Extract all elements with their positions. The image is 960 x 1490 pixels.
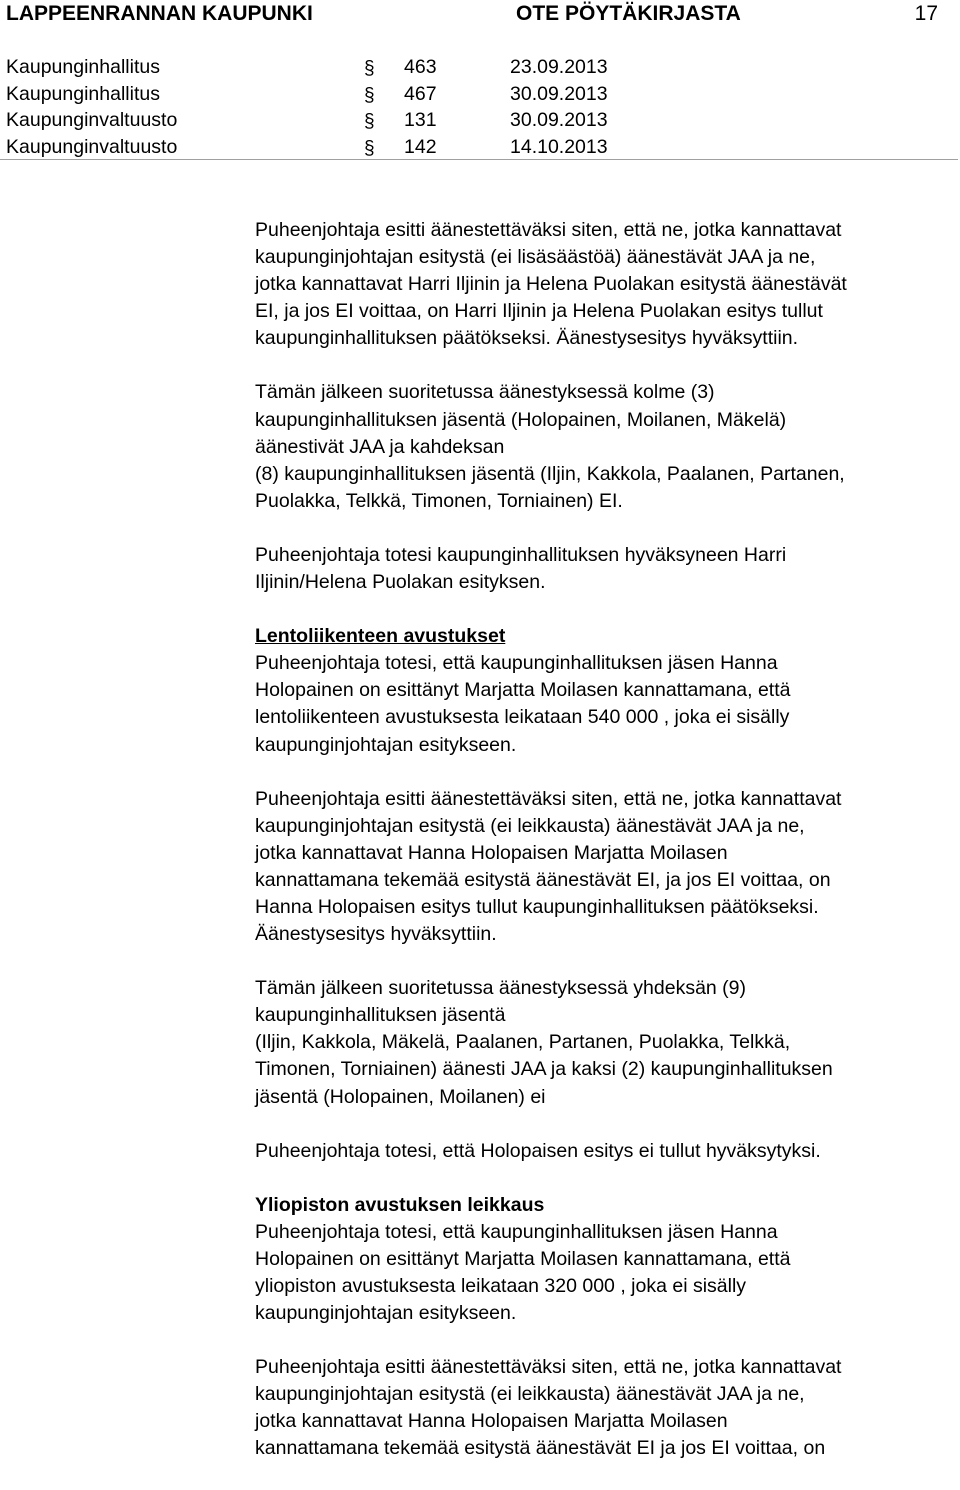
- section-number: 467: [404, 82, 437, 105]
- page-number: 17: [914, 2, 938, 25]
- section-heading: Lentoliikenteen avustukset: [255, 625, 506, 648]
- paragraph: [255, 975, 960, 1110]
- text-line: kaupunginjohtajan esitystä (ei lisäsäästöä) äänestävät JAA ja ne,: [255, 246, 816, 269]
- text-line: kannattamana tekemää esitystä äänestävät EI ja jos EI voittaa, on: [255, 1437, 826, 1460]
- text-line: kaupunginjohtajan esitystä (ei leikkausta) äänestävät JAA ja ne,: [255, 814, 805, 837]
- paragraph-with-heading: [255, 1192, 960, 1327]
- text-line: Timonen, Torniainen) äänesti JAA ja kaksi (2) kaupunginhallituksen: [255, 1058, 833, 1081]
- text-line: (Iljin, Kakkola, Mäkelä, Paalanen, Partanen, Puolakka, Telkkä,: [255, 1031, 791, 1054]
- section-heading: Yliopiston avustuksen leikkaus: [255, 1193, 545, 1216]
- text-line: Holopainen on esittänyt Marjatta Moilasen kannattamana, että: [255, 1247, 791, 1270]
- section-mark: §: [364, 111, 375, 132]
- section-mark: §: [364, 84, 375, 106]
- paragraph: [255, 1138, 960, 1165]
- reference-body: Kaupunginhallitus: [6, 56, 160, 78]
- section-mark: §: [364, 137, 375, 159]
- text-line: kaupunginjohtajan esitystä (ei leikkausta) äänestävät JAA ja ne,: [255, 1383, 805, 1406]
- paragraph: [255, 1354, 960, 1462]
- text-line: kannattamana tekemää esitystä äänestävät EI, ja jos EI voittaa, on: [255, 868, 831, 891]
- paragraph: [255, 786, 960, 949]
- text-line: Puheenjohtaja esitti äänestettäväksi siten, että ne, jotka kannattavat: [255, 1356, 842, 1379]
- text-line: Tämän jälkeen suoritetussa äänestyksessä yhdeksän (9): [255, 977, 747, 1000]
- text-line: Puheenjohtaja totesi, että Holopaisen esitys ei tullut hyväksytyksi.: [255, 1139, 821, 1162]
- reference-body: Kaupunginvaltuusto: [6, 109, 178, 131]
- text-line: Holopainen on esittänyt Marjatta Moilasen kannattamana, että: [255, 679, 791, 702]
- text-line: yliopiston avustuksesta leikataan 320 000 , joka ei sisälly: [255, 1275, 747, 1297]
- text-line: Äänestysesitys hyväksyttiin.: [255, 923, 497, 946]
- reference-body: Kaupunginvaltuusto: [6, 135, 178, 158]
- text-line: Tämän jälkeen suoritetussa äänestyksessä kolme (3): [255, 381, 715, 404]
- paragraph: [255, 217, 960, 352]
- section-mark: §: [364, 58, 375, 79]
- reference-body: Kaupunginhallitus: [6, 82, 160, 105]
- text-line: Puheenjohtaja totesi kaupunginhallituksen hyväksyneen Harri: [255, 543, 787, 566]
- paragraph: [255, 650, 960, 758]
- section-number: 142: [404, 135, 437, 158]
- meeting-references: [6, 54, 954, 160]
- text-line: Puheenjohtaja totesi, että kaupunginhallituksen jäsen Hanna: [255, 652, 778, 675]
- section-number: 131: [404, 109, 437, 131]
- reference-date: 30.09.2013: [510, 109, 608, 131]
- paragraph: [255, 1219, 960, 1327]
- text-line: lentoliikenteen avustuksesta leikataan 540 000 , joka ei sisälly: [255, 706, 790, 729]
- text-line: kaupunginjohtajan esitykseen.: [255, 733, 517, 756]
- section-number: 463: [404, 56, 437, 78]
- reference-date: 30.09.2013: [510, 82, 608, 105]
- reference-row: [6, 107, 954, 134]
- city-name: LAPPEENRANNAN KAUPUNKI: [6, 2, 313, 25]
- reference-date: 23.09.2013: [510, 56, 608, 78]
- text-line: Puheenjohtaja esitti äänestettäväksi siten, että ne, jotka kannattavat: [255, 787, 842, 810]
- paragraph: [255, 379, 960, 514]
- text-line: äänestivät JAA ja kahdeksan: [255, 435, 505, 458]
- header-divider: [0, 159, 958, 160]
- text-line: kaupunginhallituksen päätökseksi. Äänestysesitys hyväksyttiin.: [255, 327, 799, 350]
- text-line: kaupunginhallituksen jäsentä: [255, 1004, 506, 1027]
- text-line: jotka kannattavat Harri Iljinin ja Helena Puolakan esitystä äänestävät: [255, 273, 847, 296]
- paragraph-with-heading: [255, 623, 960, 758]
- reference-row: [6, 134, 954, 161]
- reference-row: [6, 54, 954, 81]
- document-type: OTE PÖYTÄKIRJASTA: [516, 2, 741, 25]
- text-line: (8) kaupunginhallituksen jäsentä (Iljin, Kakkola, Paalanen, Partanen,: [255, 462, 845, 485]
- reference-date: 14.10.2013: [510, 135, 608, 158]
- text-line: kaupunginjohtajan esitykseen.: [255, 1302, 517, 1325]
- text-line: Hanna Holopaisen esitys tullut kaupunginhallituksen päätökseksi.: [255, 895, 819, 918]
- text-line: kaupunginhallituksen jäsentä (Holopainen, Moilanen, Mäkelä): [255, 408, 787, 431]
- reference-row: [6, 81, 954, 108]
- text-line: jotka kannattavat Hanna Holopaisen Marjatta Moilasen: [255, 1410, 728, 1433]
- minutes-body: [255, 217, 960, 1490]
- document-header: [6, 0, 954, 34]
- text-line: Iljinin/Helena Puolakan esityksen.: [255, 571, 546, 594]
- text-line: EI, ja jos EI voittaa, on Harri Iljinin ja Helena Puolakan esitys tullut: [255, 300, 823, 323]
- text-line: jäsentä (Holopainen, Moilanen) ei: [255, 1085, 546, 1108]
- text-line: Puheenjohtaja totesi, että kaupunginhallituksen jäsen Hanna: [255, 1220, 778, 1243]
- text-line: Puheenjohtaja esitti äänestettäväksi siten, että ne, jotka kannattavat: [255, 219, 842, 241]
- text-line: jotka kannattavat Hanna Holopaisen Marjatta Moilasen: [255, 841, 728, 864]
- paragraph: [255, 542, 960, 596]
- text-line: Puolakka, Telkkä, Timonen, Torniainen) EI.: [255, 489, 623, 512]
